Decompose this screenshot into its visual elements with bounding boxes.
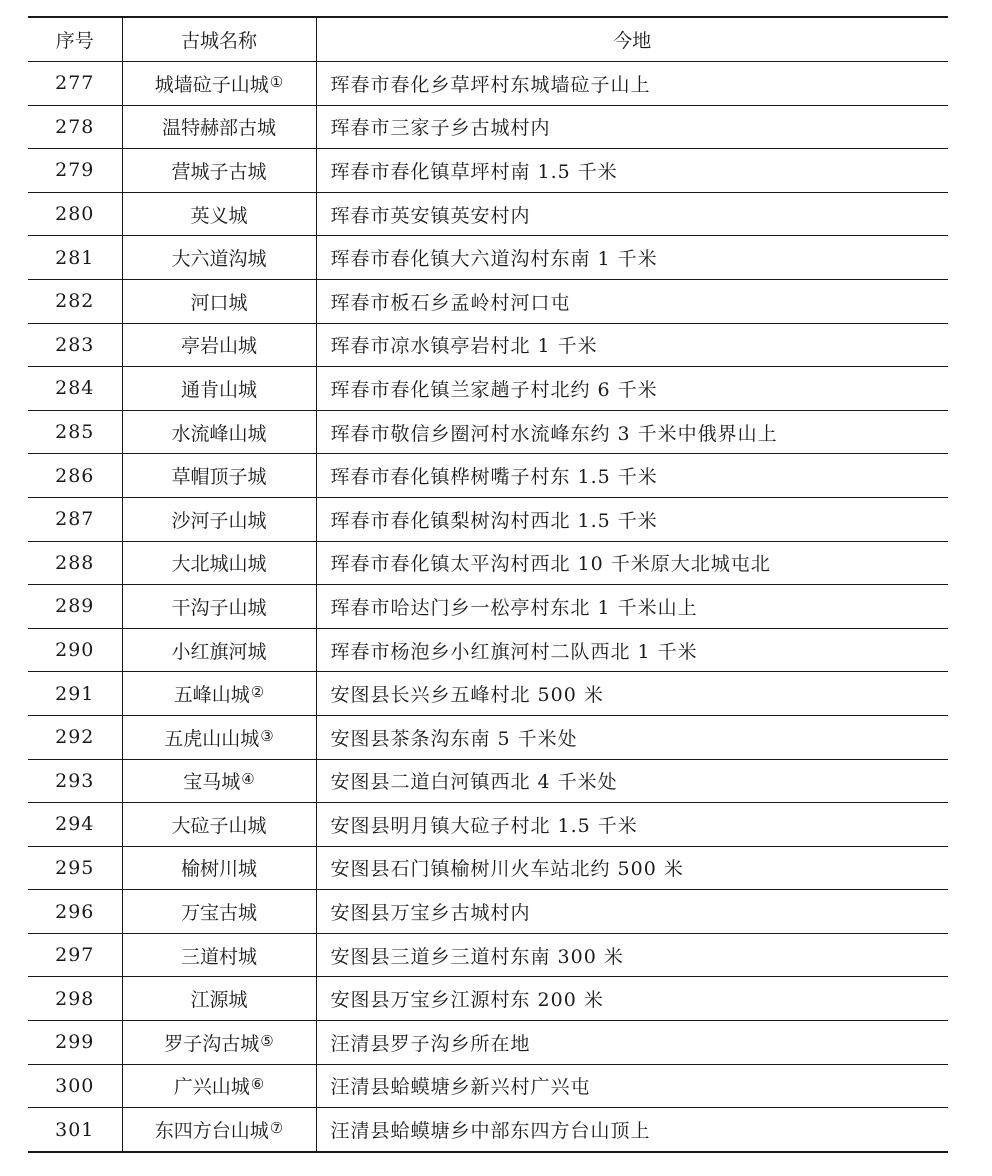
city-name-text: 东四方台山城 bbox=[154, 1120, 269, 1143]
table-row bbox=[28, 1021, 948, 1065]
serial-number-cell: 293 bbox=[28, 759, 122, 803]
city-name-cell bbox=[122, 410, 316, 454]
city-name-text: 榆树川城 bbox=[180, 858, 257, 881]
table-row bbox=[28, 585, 948, 629]
table-row bbox=[28, 846, 948, 890]
table-row bbox=[28, 715, 948, 759]
present-location-cell: 珲春市哈达门乡一松亭村东北 1 千米山上 bbox=[316, 585, 948, 629]
city-name-cell bbox=[122, 585, 316, 629]
city-name-text: 小红旗河城 bbox=[171, 640, 267, 663]
city-name-text: 五峰山城 bbox=[173, 684, 250, 707]
serial-number-cell: 295 bbox=[28, 846, 122, 890]
table-row bbox=[28, 759, 948, 803]
city-name-text: 广兴山城 bbox=[173, 1076, 250, 1099]
serial-number-cell: 297 bbox=[28, 933, 122, 977]
ancient-city-table bbox=[28, 16, 948, 1153]
footnote-marker: ⑦ bbox=[269, 1119, 284, 1138]
footnote-marker: ⑥ bbox=[250, 1075, 265, 1094]
present-location-cell: 安图县万宝乡江源村东 200 米 bbox=[316, 977, 948, 1021]
city-name-cell bbox=[122, 1108, 316, 1152]
serial-number-cell: 282 bbox=[28, 279, 122, 323]
city-name-text: 亭岩山城 bbox=[180, 335, 257, 358]
city-name-text: 万宝古城 bbox=[180, 902, 257, 925]
city-name-cell bbox=[122, 628, 316, 672]
table-row bbox=[28, 933, 948, 977]
city-name-cell bbox=[122, 672, 316, 716]
serial-number-cell: 292 bbox=[28, 715, 122, 759]
header-present-location: 今地 bbox=[316, 17, 948, 62]
serial-number-cell: 294 bbox=[28, 803, 122, 847]
present-location-cell: 珲春市三家子乡古城村内 bbox=[316, 105, 948, 149]
present-location-cell: 珲春市春化镇大六道沟村东南 1 千米 bbox=[316, 236, 948, 280]
present-location-cell: 珲春市敬信乡圈河村水流峰东约 3 千米中俄界山上 bbox=[316, 410, 948, 454]
city-name-cell bbox=[122, 323, 316, 367]
footnote-marker: ② bbox=[250, 683, 265, 702]
city-name-text: 宝马城 bbox=[183, 771, 241, 794]
city-name-cell bbox=[122, 846, 316, 890]
serial-number-cell: 287 bbox=[28, 497, 122, 541]
table-row bbox=[28, 279, 948, 323]
table-header bbox=[28, 17, 948, 62]
header-city-name: 古城名称 bbox=[122, 17, 316, 62]
city-name-cell bbox=[122, 977, 316, 1021]
table-row bbox=[28, 192, 948, 236]
city-name-cell bbox=[122, 454, 316, 498]
present-location-cell: 珲春市凉水镇亭岩村北 1 千米 bbox=[316, 323, 948, 367]
serial-number-cell: 286 bbox=[28, 454, 122, 498]
table-row bbox=[28, 1064, 948, 1108]
present-location-cell: 汪清县罗子沟乡所在地 bbox=[316, 1021, 948, 1065]
present-location-cell: 安图县万宝乡古城村内 bbox=[316, 890, 948, 934]
city-name-cell bbox=[122, 62, 316, 106]
table-row bbox=[28, 803, 948, 847]
city-name-text: 沙河子山城 bbox=[171, 509, 267, 532]
present-location-cell: 珲春市杨泡乡小红旗河村二队西北 1 千米 bbox=[316, 628, 948, 672]
present-location-cell: 珲春市春化镇草坪村南 1.5 千米 bbox=[316, 149, 948, 193]
footnote-marker: ④ bbox=[241, 770, 255, 789]
present-location-cell: 安图县二道白河镇西北 4 千米处 bbox=[316, 759, 948, 803]
table-row bbox=[28, 149, 948, 193]
table-row bbox=[28, 628, 948, 672]
table-row bbox=[28, 410, 948, 454]
city-name-cell bbox=[122, 279, 316, 323]
city-name-text: 三道村城 bbox=[180, 945, 257, 968]
present-location-cell: 汪清县蛤蟆塘乡中部东四方台山顶上 bbox=[316, 1108, 948, 1152]
table-row bbox=[28, 236, 948, 280]
serial-number-cell: 289 bbox=[28, 585, 122, 629]
city-name-cell bbox=[122, 236, 316, 280]
city-name-text: 通肯山城 bbox=[180, 378, 257, 401]
footnote-marker: ⑤ bbox=[260, 1031, 274, 1050]
table-row bbox=[28, 541, 948, 585]
city-name-text: 草帽顶子城 bbox=[171, 466, 267, 489]
city-name-text: 营城子古城 bbox=[171, 160, 267, 183]
city-name-cell bbox=[122, 497, 316, 541]
city-name-cell bbox=[122, 715, 316, 759]
table-row bbox=[28, 62, 948, 106]
present-location-cell: 安图县茶条沟东南 5 千米处 bbox=[316, 715, 948, 759]
city-name-text: 大六道沟城 bbox=[171, 248, 267, 271]
present-location-cell: 珲春市英安镇英安村内 bbox=[316, 192, 948, 236]
city-name-text: 江源城 bbox=[190, 989, 248, 1012]
city-name-cell bbox=[122, 149, 316, 193]
serial-number-cell: 277 bbox=[28, 62, 122, 106]
present-location-cell: 安图县长兴乡五峰村北 500 米 bbox=[316, 672, 948, 716]
city-name-text: 大砬子山城 bbox=[171, 814, 267, 837]
table-row bbox=[28, 672, 948, 716]
present-location-cell: 汪清县蛤蟆塘乡新兴村广兴屯 bbox=[316, 1064, 948, 1108]
city-name-cell bbox=[122, 105, 316, 149]
present-location-cell: 珲春市板石乡孟岭村河口屯 bbox=[316, 279, 948, 323]
header-serial-number: 序号 bbox=[28, 17, 122, 62]
city-name-cell bbox=[122, 192, 316, 236]
serial-number-cell: 298 bbox=[28, 977, 122, 1021]
serial-number-cell: 296 bbox=[28, 890, 122, 934]
serial-number-cell: 281 bbox=[28, 236, 122, 280]
city-name-text: 干沟子山城 bbox=[171, 596, 267, 619]
serial-number-cell: 279 bbox=[28, 149, 122, 193]
city-name-text: 罗子沟古城 bbox=[164, 1032, 260, 1055]
present-location-cell: 珲春市春化镇兰家趟子村北约 6 千米 bbox=[316, 367, 948, 411]
table-body bbox=[28, 62, 948, 1152]
city-name-cell bbox=[122, 759, 316, 803]
table-row bbox=[28, 105, 948, 149]
present-location-cell: 珲春市春化镇梨树沟村西北 1.5 千米 bbox=[316, 497, 948, 541]
table-row bbox=[28, 454, 948, 498]
city-name-text: 河口城 bbox=[190, 291, 248, 314]
ancient-city-table-container bbox=[28, 16, 948, 1153]
present-location-cell: 珲春市春化镇桦树嘴子村东 1.5 千米 bbox=[316, 454, 948, 498]
city-name-cell bbox=[122, 1064, 316, 1108]
city-name-cell bbox=[122, 890, 316, 934]
table-row bbox=[28, 323, 948, 367]
serial-number-cell: 280 bbox=[28, 192, 122, 236]
city-name-cell bbox=[122, 541, 316, 585]
city-name-cell bbox=[122, 803, 316, 847]
table-row bbox=[28, 367, 948, 411]
city-name-text: 英义城 bbox=[190, 204, 248, 227]
present-location-cell: 安图县石门镇榆树川火车站北约 500 米 bbox=[316, 846, 948, 890]
serial-number-cell: 285 bbox=[28, 410, 122, 454]
present-location-cell: 珲春市春化镇太平沟村西北 10 千米原大北城屯北 bbox=[316, 541, 948, 585]
city-name-cell bbox=[122, 933, 316, 977]
city-name-text: 城墙砬子山城 bbox=[154, 73, 269, 96]
city-name-cell bbox=[122, 367, 316, 411]
present-location-cell: 安图县明月镇大砬子村北 1.5 千米 bbox=[316, 803, 948, 847]
serial-number-cell: 290 bbox=[28, 628, 122, 672]
city-name-text: 五虎山山城 bbox=[164, 727, 260, 750]
city-name-text: 大北城山城 bbox=[171, 553, 267, 576]
city-name-text: 温特赫部古城 bbox=[161, 117, 276, 140]
footnote-marker: ① bbox=[269, 72, 284, 91]
serial-number-cell: 299 bbox=[28, 1021, 122, 1065]
table-row bbox=[28, 497, 948, 541]
serial-number-cell: 278 bbox=[28, 105, 122, 149]
footnote-marker: ③ bbox=[260, 726, 274, 745]
present-location-cell: 珲春市春化乡草坪村东城墙砬子山上 bbox=[316, 62, 948, 106]
table-row bbox=[28, 890, 948, 934]
serial-number-cell: 288 bbox=[28, 541, 122, 585]
serial-number-cell: 291 bbox=[28, 672, 122, 716]
city-name-text: 水流峰山城 bbox=[171, 422, 267, 445]
serial-number-cell: 301 bbox=[28, 1108, 122, 1152]
header-row bbox=[28, 17, 948, 62]
present-location-cell: 安图县三道乡三道村东南 300 米 bbox=[316, 933, 948, 977]
serial-number-cell: 283 bbox=[28, 323, 122, 367]
city-name-cell bbox=[122, 1021, 316, 1065]
table-row bbox=[28, 977, 948, 1021]
serial-number-cell: 284 bbox=[28, 367, 122, 411]
serial-number-cell: 300 bbox=[28, 1064, 122, 1108]
table-row bbox=[28, 1108, 948, 1152]
